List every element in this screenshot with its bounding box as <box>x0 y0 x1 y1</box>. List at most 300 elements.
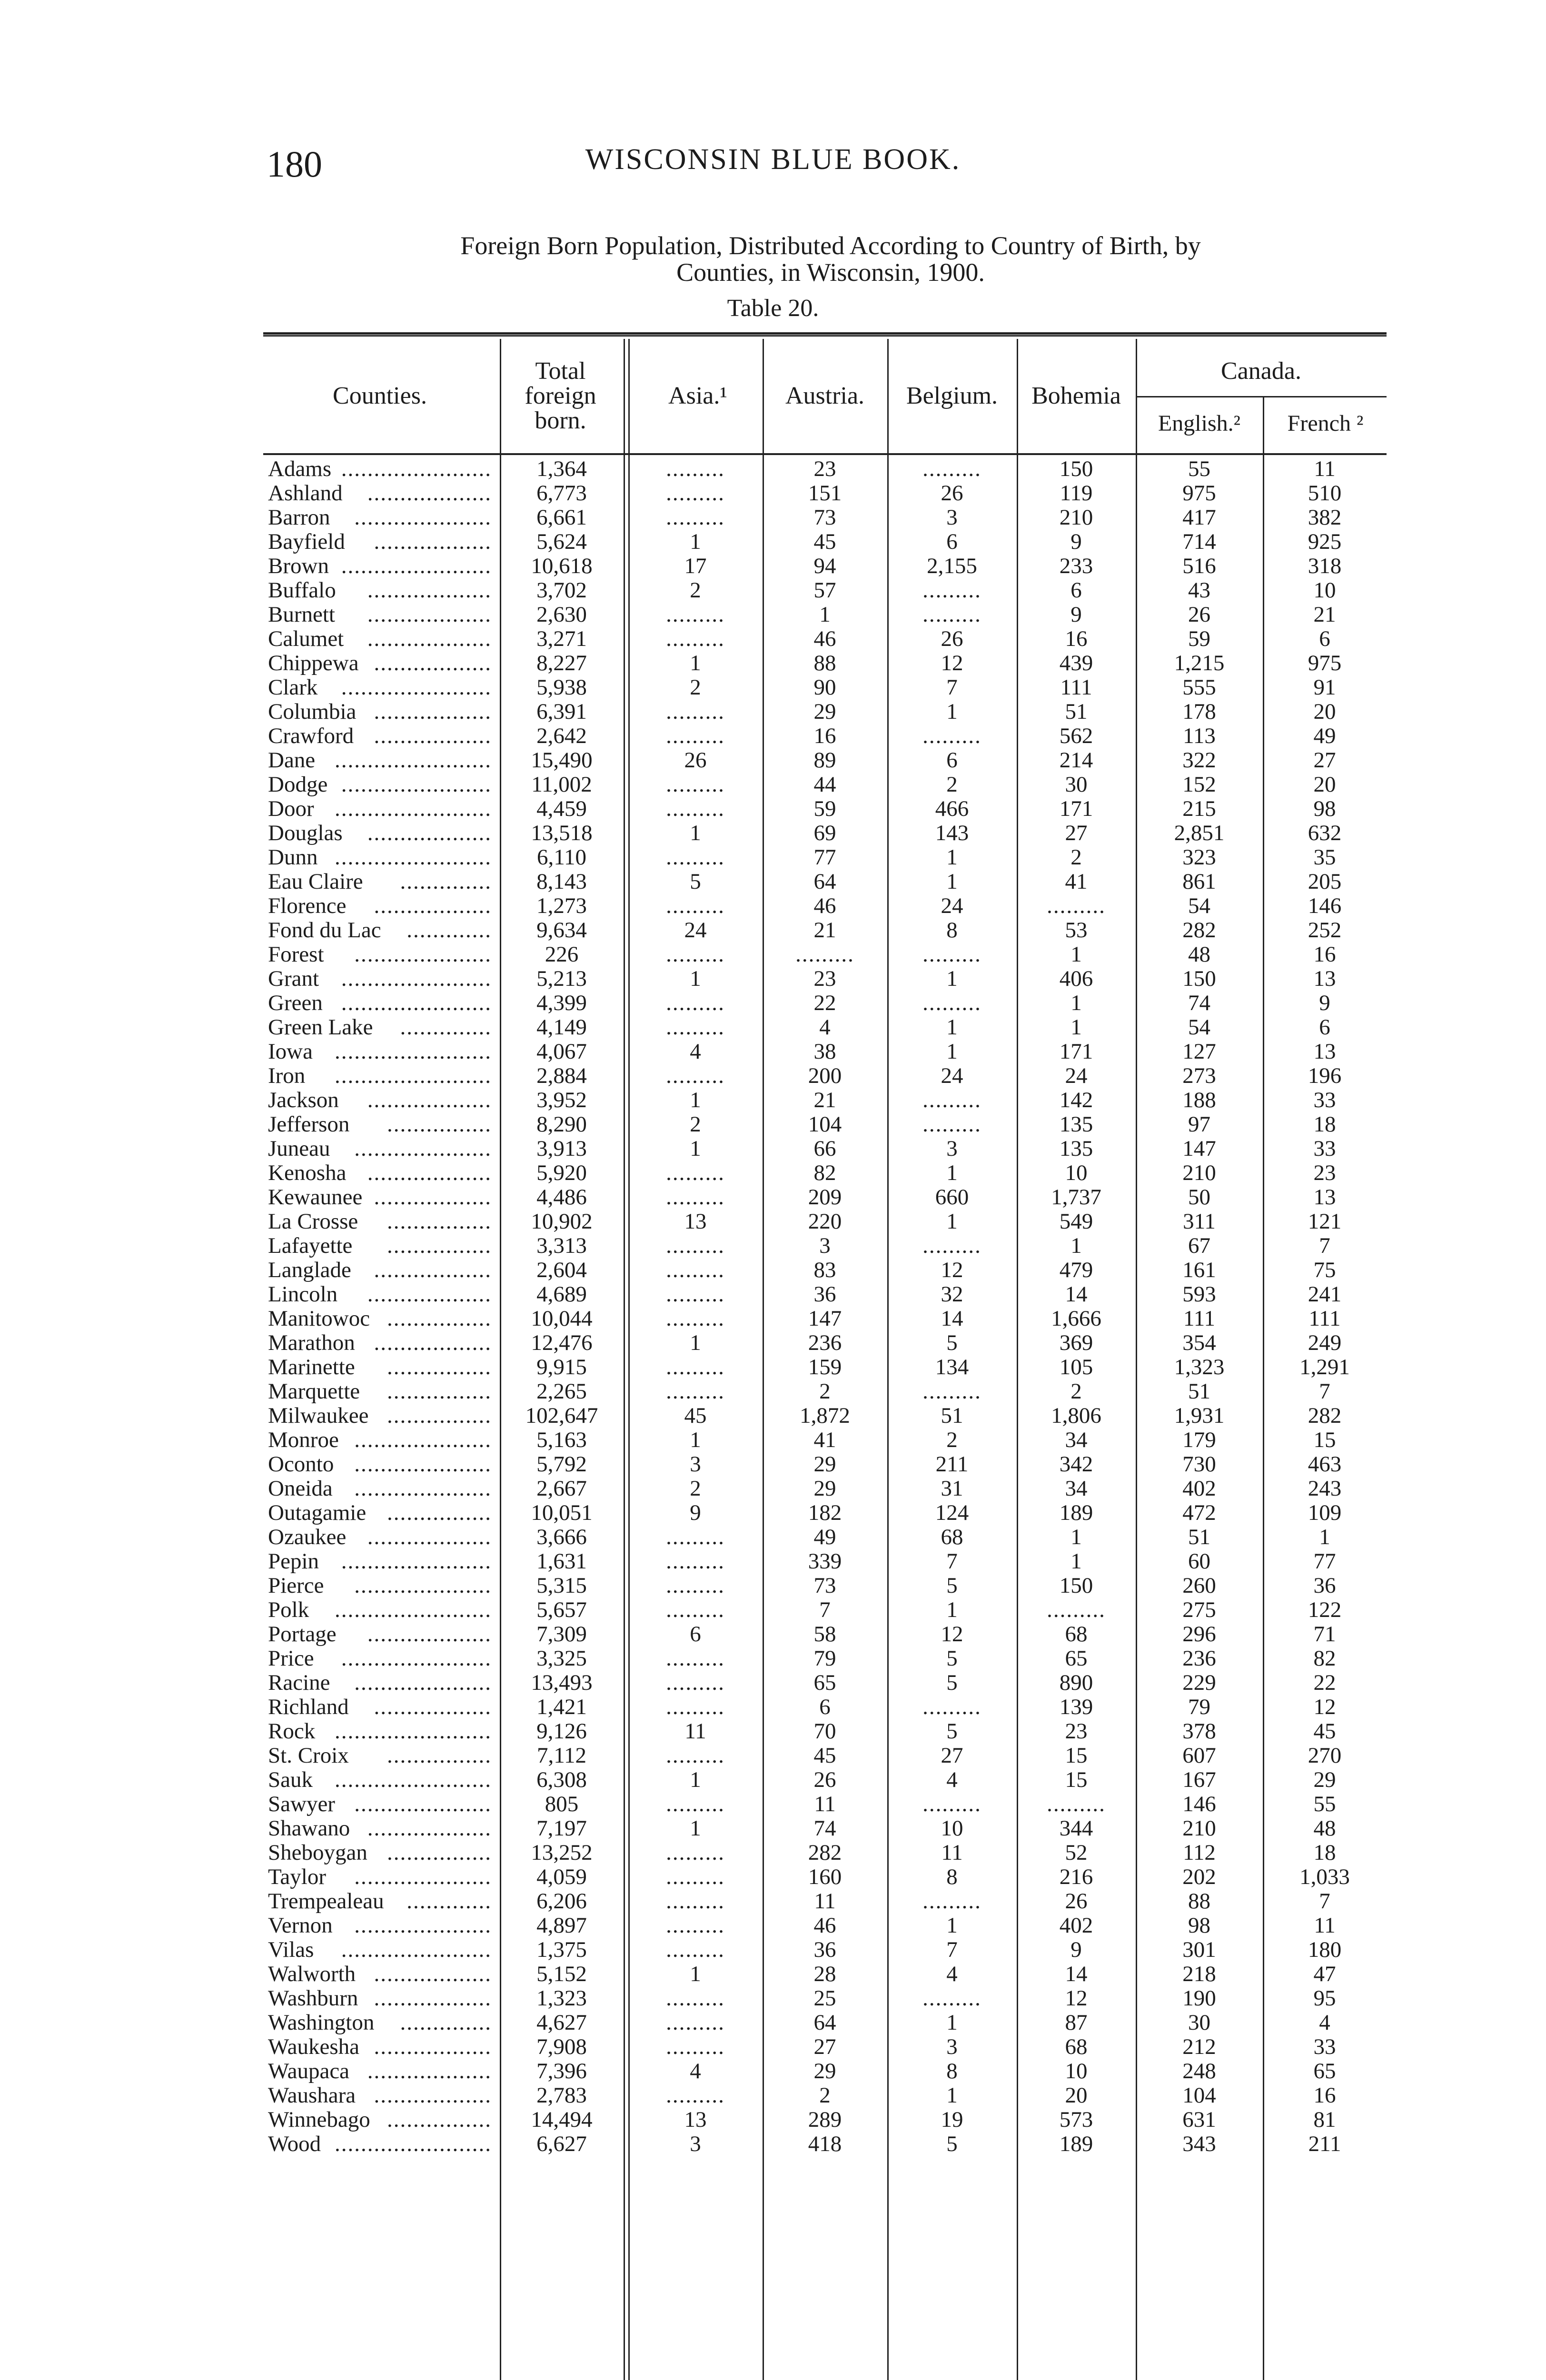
empty-cell-leader: ......... <box>922 1986 981 2011</box>
county-name: Jackson <box>268 1088 339 1112</box>
cell-french: 249 <box>1308 1330 1342 1355</box>
empty-cell-leader: ......... <box>666 1282 725 1307</box>
cell-french: 55 <box>1313 1792 1336 1816</box>
cell-english: 111 <box>1183 1306 1215 1331</box>
dot-leader: ..................... <box>354 1573 492 1598</box>
county-name: Vilas <box>268 1937 314 1962</box>
cell-bohemia: 342 <box>1059 1452 1093 1477</box>
cell-austria: 11 <box>814 1792 836 1816</box>
county-name: Fond du Lac <box>268 918 381 942</box>
cell-total: 12,476 <box>531 1330 593 1355</box>
dot-leader: ..................... <box>354 1136 492 1161</box>
empty-cell-leader: ......... <box>666 1792 725 1816</box>
county-name: Oneida <box>268 1476 333 1501</box>
cell-english: 730 <box>1182 1452 1216 1477</box>
county-name: Richland <box>268 1695 349 1719</box>
empty-cell-leader: ......... <box>666 1063 725 1088</box>
dot-leader: ................... <box>367 1282 492 1307</box>
cell-bohemia: 369 <box>1059 1330 1093 1355</box>
cell-belgium: 1 <box>946 2083 958 2108</box>
cell-asia: 1 <box>690 966 701 991</box>
county-name: Waushara <box>268 2083 356 2108</box>
cell-french: 13 <box>1313 1039 1336 1064</box>
cell-french: 282 <box>1308 1403 1342 1428</box>
cell-austria: 29 <box>813 1476 836 1501</box>
dot-leader: ........................ <box>335 1063 492 1088</box>
dot-leader: ................ <box>387 2107 492 2132</box>
dot-leader: ..................... <box>354 1452 492 1477</box>
table-label: Table 20. <box>727 295 819 322</box>
cell-bohemia: 150 <box>1059 456 1093 481</box>
cell-belgium: 2,155 <box>927 554 977 578</box>
table-row <box>263 578 1387 603</box>
cell-english: 260 <box>1182 1573 1216 1598</box>
dot-leader: .................. <box>374 651 492 675</box>
empty-cell-leader: ......... <box>666 1233 725 1258</box>
empty-cell-leader: ......... <box>666 626 725 651</box>
table-row <box>263 894 1387 918</box>
table-row <box>263 2035 1387 2059</box>
dot-leader: .................. <box>374 1258 492 1282</box>
cell-bohemia: 119 <box>1060 481 1093 506</box>
dot-leader: ........................ <box>335 748 492 773</box>
cell-total: 5,152 <box>536 1962 587 1986</box>
county-name: Shawano <box>268 1816 350 1841</box>
cell-asia: 2 <box>690 578 701 603</box>
cell-bohemia: 1 <box>1070 1549 1082 1574</box>
table-row <box>263 651 1387 675</box>
cell-total: 1,375 <box>536 1937 587 1962</box>
table-row <box>263 1719 1387 1744</box>
table-row <box>263 481 1387 506</box>
cell-belgium: 124 <box>935 1500 969 1525</box>
cell-total: 2,884 <box>536 1063 587 1088</box>
cell-english: 50 <box>1188 1185 1210 1210</box>
dot-leader: ................... <box>367 1816 492 1841</box>
cell-austria: 29 <box>813 1452 836 1477</box>
cell-english: 98 <box>1188 1913 1210 1938</box>
cell-belgium: 8 <box>946 918 958 942</box>
cell-english: 236 <box>1182 1646 1216 1671</box>
cell-austria: 16 <box>813 724 836 748</box>
cell-french: 510 <box>1308 481 1342 506</box>
empty-cell-leader: ......... <box>666 2083 725 2108</box>
county-name: Wood <box>268 2132 321 2156</box>
cell-french: 22 <box>1313 1670 1336 1695</box>
county-name: Winnebago <box>268 2107 370 2132</box>
cell-total: 5,163 <box>536 1428 587 1452</box>
empty-cell-leader: ......... <box>922 1889 981 1914</box>
cell-french: 45 <box>1313 1719 1336 1744</box>
cell-total: 8,227 <box>536 651 587 675</box>
table-row <box>263 2132 1387 2156</box>
cell-austria: 38 <box>813 1039 836 1064</box>
cell-bohemia: 27 <box>1065 821 1088 845</box>
dot-leader: ....................... <box>341 554 492 578</box>
cell-french: 211 <box>1308 2132 1341 2156</box>
county-name: Racine <box>268 1670 330 1695</box>
cell-english: 607 <box>1182 1743 1216 1768</box>
table-row <box>263 603 1387 627</box>
county-name: Green Lake <box>268 1015 373 1040</box>
cell-bohemia: 24 <box>1065 1063 1088 1088</box>
table-row <box>263 991 1387 1015</box>
table-row <box>263 1792 1387 1816</box>
cell-french: 252 <box>1308 918 1342 942</box>
county-name: Iron <box>268 1063 306 1088</box>
cell-belgium: 3 <box>946 2034 958 2059</box>
dot-leader: ................ <box>387 1233 492 1258</box>
dot-leader: ................... <box>367 626 492 651</box>
cell-total: 2,642 <box>536 724 587 748</box>
cell-total: 2,667 <box>536 1476 587 1501</box>
cell-belgium: 68 <box>941 1525 963 1549</box>
county-name: Ashland <box>268 481 343 506</box>
cell-bohemia: 15 <box>1065 1767 1088 1792</box>
cell-bohemia: 402 <box>1059 1913 1093 1938</box>
cell-austria: 182 <box>808 1500 842 1525</box>
header-canada: Canada. <box>1221 357 1301 385</box>
cell-total: 5,315 <box>536 1573 587 1598</box>
cell-belgium: 1 <box>946 1597 958 1622</box>
table-row <box>263 1816 1387 1841</box>
cell-french: 1,033 <box>1299 1864 1350 1889</box>
cell-asia: 1 <box>690 1767 701 1792</box>
data-table <box>263 339 1387 2156</box>
cell-austria: 25 <box>813 1986 836 2011</box>
cell-austria: 200 <box>808 1063 842 1088</box>
cell-belgium: 134 <box>935 1355 969 1379</box>
cell-french: 81 <box>1313 2107 1336 2132</box>
cell-english: 1,931 <box>1174 1403 1225 1428</box>
table-row <box>263 1258 1387 1282</box>
cell-belgium: 5 <box>946 1573 958 1598</box>
county-name: Douglas <box>268 821 343 845</box>
cell-french: 4 <box>1319 2010 1330 2035</box>
empty-cell-leader: ......... <box>666 1840 725 1865</box>
cell-belgium: 211 <box>935 1452 969 1477</box>
cell-bohemia: 171 <box>1059 1039 1093 1064</box>
cell-total: 4,059 <box>536 1864 587 1889</box>
county-name: Oconto <box>268 1452 334 1477</box>
cell-english: 212 <box>1182 2034 1216 2059</box>
county-name: Grant <box>268 966 319 991</box>
cell-belgium: 27 <box>941 1743 963 1768</box>
cell-belgium: 5 <box>946 1719 958 1744</box>
county-name: Washburn <box>268 1986 358 2011</box>
cell-french: 33 <box>1313 2034 1336 2059</box>
table-row <box>263 1185 1387 1210</box>
cell-french: 27 <box>1313 748 1336 773</box>
cell-bohemia: 210 <box>1059 505 1093 530</box>
cell-english: 631 <box>1182 2107 1216 2132</box>
cell-asia: 1 <box>690 1088 701 1112</box>
county-name: Florence <box>268 893 347 918</box>
empty-cell-leader: ......... <box>666 1597 725 1622</box>
cell-english: 311 <box>1183 1209 1216 1234</box>
cell-french: 632 <box>1308 821 1342 845</box>
cell-english: 161 <box>1182 1258 1216 1282</box>
cell-asia: 1 <box>690 1428 701 1452</box>
cell-french: 975 <box>1308 651 1342 675</box>
county-name: Sheboygan <box>268 1840 367 1865</box>
dot-leader: ................... <box>367 821 492 845</box>
empty-cell-leader: ......... <box>666 1889 725 1914</box>
cell-bohemia: 87 <box>1065 2010 1088 2035</box>
county-name: Polk <box>268 1597 309 1622</box>
table-row <box>263 554 1387 578</box>
cell-english: 113 <box>1183 724 1216 748</box>
dot-leader: .................. <box>374 1986 492 2011</box>
cell-english: 273 <box>1182 1063 1216 1088</box>
table-row <box>263 1865 1387 1889</box>
cell-austria: 74 <box>813 1816 836 1841</box>
empty-cell-leader: ......... <box>666 481 725 506</box>
empty-cell-leader: ......... <box>666 1913 725 1938</box>
county-name: Jefferson <box>268 1112 350 1137</box>
dot-leader: ............. <box>406 1889 492 1914</box>
county-name: Dunn <box>268 845 318 870</box>
cell-asia: 2 <box>690 1476 701 1501</box>
cell-english: 354 <box>1182 1330 1216 1355</box>
cell-french: 7 <box>1319 1233 1330 1258</box>
cell-austria: 64 <box>813 2010 836 2035</box>
cell-english: 74 <box>1188 991 1210 1015</box>
cell-french: 33 <box>1313 1088 1336 1112</box>
cell-austria: 82 <box>813 1160 836 1185</box>
county-name: Langlade <box>268 1258 351 1282</box>
empty-cell-leader: ......... <box>666 1549 725 1574</box>
cell-english: 30 <box>1188 2010 1210 2035</box>
cell-french: 65 <box>1313 2059 1336 2083</box>
cell-austria: 2 <box>819 2083 831 2108</box>
dot-leader: ..................... <box>354 1428 492 1452</box>
county-name: Calumet <box>268 626 344 651</box>
cell-total: 6,308 <box>536 1767 587 1792</box>
header-canada-group <box>1136 339 1387 453</box>
cell-bohemia: 1 <box>1070 1233 1082 1258</box>
empty-cell-leader: ......... <box>666 991 725 1015</box>
cell-total: 2,265 <box>536 1379 587 1404</box>
dot-leader: ................... <box>367 578 492 603</box>
cell-belgium: 14 <box>941 1306 963 1331</box>
cell-bohemia: 52 <box>1065 1840 1088 1865</box>
empty-cell-leader: ......... <box>666 1306 725 1331</box>
county-name: Kenosha <box>268 1160 347 1185</box>
empty-cell-leader: ......... <box>922 456 981 481</box>
table-row <box>263 1477 1387 1501</box>
county-name: Juneau <box>268 1136 330 1161</box>
cell-english: 296 <box>1182 1622 1216 1646</box>
cell-french: 18 <box>1313 1112 1336 1137</box>
cell-austria: 151 <box>808 481 842 506</box>
dot-leader: ................ <box>387 1306 492 1331</box>
cell-total: 4,067 <box>536 1039 587 1064</box>
cell-austria: 28 <box>813 1962 836 1986</box>
cell-belgium: 12 <box>941 651 963 675</box>
cell-austria: 69 <box>813 821 836 845</box>
cell-total: 7,396 <box>536 2059 587 2083</box>
dot-leader: .................. <box>374 529 492 554</box>
cell-austria: 4 <box>819 1015 831 1040</box>
table-row <box>263 1768 1387 1792</box>
dot-leader: ........................ <box>335 1039 492 1064</box>
cell-french: 15 <box>1313 1428 1336 1452</box>
dot-leader: ................... <box>367 1622 492 1646</box>
cell-english: 202 <box>1182 1864 1216 1889</box>
cell-total: 5,792 <box>536 1452 587 1477</box>
cell-austria: 83 <box>813 1258 836 1282</box>
table-row <box>263 1986 1387 2011</box>
cell-french: 20 <box>1313 699 1336 724</box>
county-name: Marathon <box>268 1330 355 1355</box>
cell-austria: 29 <box>813 699 836 724</box>
cell-total: 6,627 <box>536 2132 587 2156</box>
cell-belgium: 1 <box>946 869 958 894</box>
cell-belgium: 12 <box>941 1258 963 1282</box>
cell-bohemia: 105 <box>1059 1355 1093 1379</box>
cell-bohemia: 573 <box>1059 2107 1093 2132</box>
cell-belgium: 1 <box>946 966 958 991</box>
cell-french: 205 <box>1308 869 1342 894</box>
county-name: Eau Claire <box>268 869 363 894</box>
county-name: Forest <box>268 942 324 967</box>
cell-asia: 1 <box>690 1962 701 1986</box>
cell-total: 1,631 <box>536 1549 587 1574</box>
cell-total: 6,661 <box>536 505 587 530</box>
dot-leader: ....................... <box>341 1937 492 1962</box>
cell-english: 26 <box>1188 602 1210 627</box>
header-bohemia: Bohemia <box>1031 382 1121 409</box>
cell-english: 555 <box>1182 675 1216 700</box>
dot-leader: .............. <box>400 869 492 894</box>
cell-french: 77 <box>1313 1549 1336 1574</box>
empty-cell-leader: ......... <box>922 991 981 1015</box>
cell-french: 36 <box>1313 1573 1336 1598</box>
county-name: Milwaukee <box>268 1403 369 1428</box>
county-name: Pepin <box>268 1549 319 1574</box>
cell-total: 5,938 <box>536 675 587 700</box>
dot-leader: ..................... <box>354 1864 492 1889</box>
empty-cell-leader: ......... <box>922 1233 981 1258</box>
cell-belgium: 8 <box>946 1864 958 1889</box>
cell-english: 210 <box>1182 1160 1216 1185</box>
cell-bohemia: 26 <box>1065 1889 1088 1914</box>
cell-bohemia: 562 <box>1059 724 1093 748</box>
county-name: Dane <box>268 748 316 773</box>
cell-total: 15,490 <box>531 748 593 773</box>
cell-bohemia: 16 <box>1065 626 1088 651</box>
cell-english: 343 <box>1182 2132 1216 2156</box>
dot-leader: .................. <box>374 893 492 918</box>
cell-bohemia: 9 <box>1070 602 1082 627</box>
empty-cell-leader: ......... <box>666 1160 725 1185</box>
cell-total: 11,002 <box>531 772 592 797</box>
cell-asia: 17 <box>684 554 707 578</box>
cell-total: 13,493 <box>531 1670 593 1695</box>
cell-french: 95 <box>1313 1986 1336 2011</box>
cell-total: 1,421 <box>536 1695 587 1719</box>
cell-french: 10 <box>1313 578 1336 603</box>
cell-belgium: 32 <box>941 1282 963 1307</box>
cell-austria: 22 <box>813 991 836 1015</box>
cell-french: 29 <box>1313 1767 1336 1792</box>
table-row <box>263 1549 1387 1574</box>
cell-austria: 104 <box>808 1112 842 1137</box>
cell-austria: 94 <box>813 554 836 578</box>
cell-asia: 13 <box>684 2107 707 2132</box>
county-name: Adams <box>268 456 332 481</box>
cell-english: 323 <box>1182 845 1216 870</box>
cell-austria: 2 <box>819 1379 831 1404</box>
cell-austria: 73 <box>813 1573 836 1598</box>
dot-leader: ..................... <box>354 505 492 530</box>
empty-cell-leader: ......... <box>922 1792 981 1816</box>
cell-english: 301 <box>1182 1937 1216 1962</box>
cell-bohemia: 12 <box>1065 1986 1088 2011</box>
cell-total: 6,206 <box>536 1889 587 1914</box>
table-header <box>263 339 1387 453</box>
cell-belgium: 5 <box>946 1330 958 1355</box>
empty-cell-leader: ......... <box>666 796 725 821</box>
cell-english: 104 <box>1182 2083 1216 2108</box>
cell-austria: 73 <box>813 505 836 530</box>
table-row <box>263 1379 1387 1404</box>
cell-austria: 59 <box>813 796 836 821</box>
table-row <box>263 1307 1387 1331</box>
cell-belgium: 3 <box>946 505 958 530</box>
cell-bohemia: 189 <box>1059 2132 1093 2156</box>
county-name: Monroe <box>268 1428 339 1452</box>
cell-austria: 49 <box>813 1525 836 1549</box>
dot-leader: ................ <box>387 1112 492 1137</box>
cell-total: 102,647 <box>525 1403 598 1428</box>
cell-austria: 147 <box>808 1306 842 1331</box>
cell-asia: 13 <box>684 1209 707 1234</box>
canada-divider <box>1136 396 1387 397</box>
dot-leader: .................. <box>374 2083 492 2108</box>
cell-total: 7,309 <box>536 1622 587 1646</box>
cell-austria: 66 <box>813 1136 836 1161</box>
county-name: Chippewa <box>268 651 359 675</box>
cell-austria: 27 <box>813 2034 836 2059</box>
cell-french: 11 <box>1314 456 1336 481</box>
cell-austria: 26 <box>813 1767 836 1792</box>
dot-leader: .................. <box>374 1330 492 1355</box>
cell-french: 33 <box>1313 1136 1336 1161</box>
cell-total: 2,604 <box>536 1258 587 1282</box>
county-name: Crawford <box>268 724 354 748</box>
caption-line-2: Counties, in Wisconsin, 1900. <box>676 258 985 287</box>
cell-asia: 9 <box>690 1500 701 1525</box>
cell-bohemia: 30 <box>1065 772 1088 797</box>
table-row <box>263 1938 1387 1962</box>
cell-english: 275 <box>1182 1597 1216 1622</box>
table-row <box>263 845 1387 870</box>
dot-leader: .............. <box>400 1015 492 1040</box>
dot-leader: ............. <box>406 918 492 942</box>
county-name: Washington <box>268 2010 375 2035</box>
dot-leader: ........................ <box>335 845 492 870</box>
county-name: Brown <box>268 554 329 578</box>
empty-cell-leader: ......... <box>666 1986 725 2011</box>
empty-cell-leader: ......... <box>666 1864 725 1889</box>
cell-english: 282 <box>1182 918 1216 942</box>
dot-leader: ................... <box>367 1088 492 1112</box>
cell-english: 188 <box>1182 1088 1216 1112</box>
cell-english: 146 <box>1182 1792 1216 1816</box>
table-row <box>263 1646 1387 1671</box>
